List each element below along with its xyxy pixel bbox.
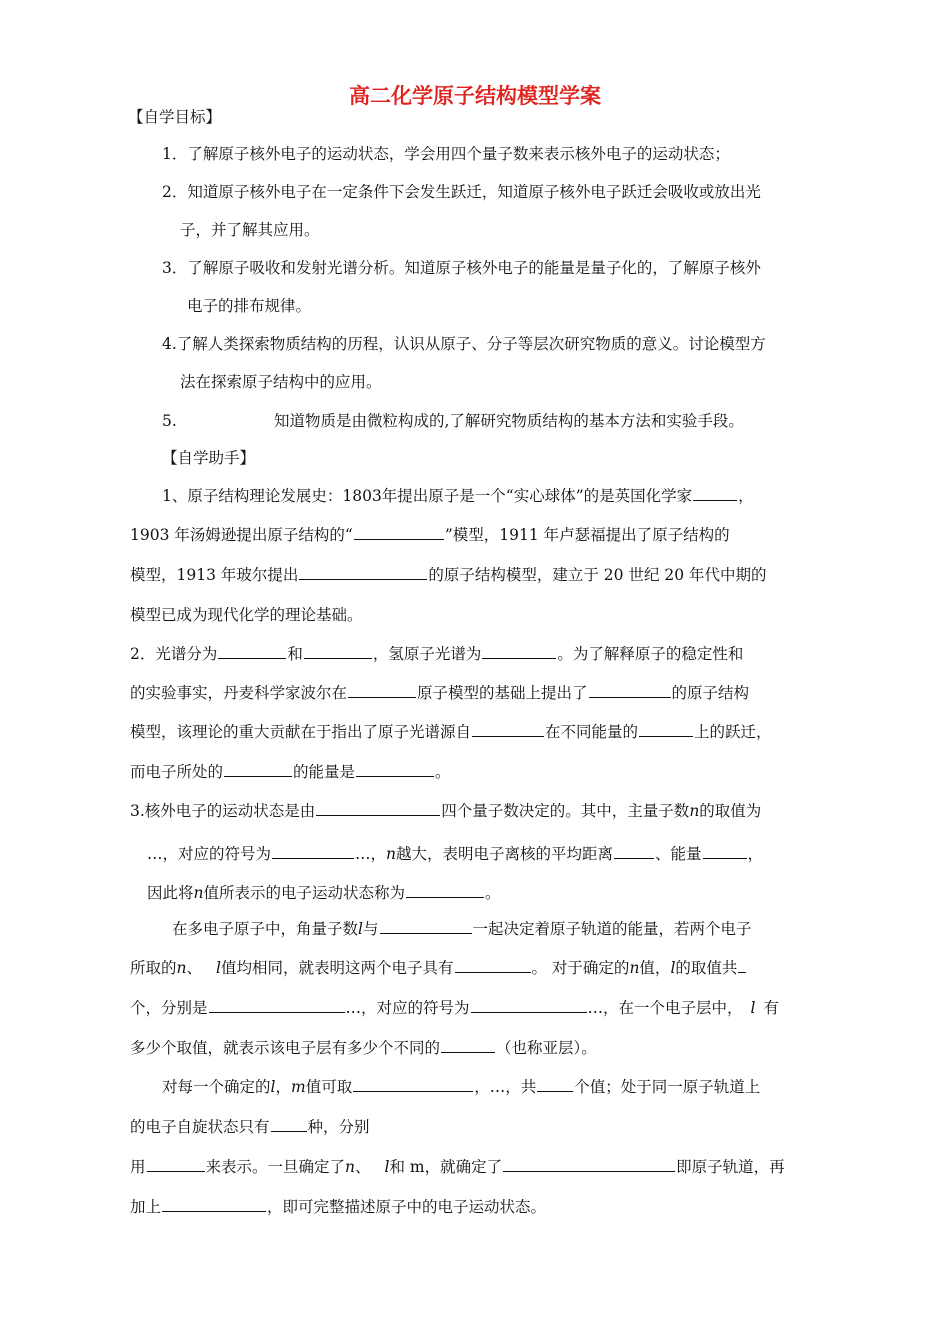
goal-3-line-1: 3．了解原子吸收和发射光谱分析。知道原子核外电子的能量是量子化的，了解原子核外 <box>162 259 761 277</box>
blank[interactable] <box>209 997 345 1013</box>
blank[interactable] <box>304 643 372 659</box>
blank[interactable] <box>224 761 292 777</box>
blank[interactable] <box>482 643 556 659</box>
goal-4-line-2: 法在探索原子结构中的应用。 <box>180 373 382 391</box>
q1-line-2: 1903 年汤姆逊提出原子结构的“ ”模型，1911 年卢瑟福提出了原子结构的 <box>130 526 730 544</box>
blank[interactable] <box>380 918 472 934</box>
blank[interactable] <box>299 564 427 580</box>
q2-line-1: 2．光谱分为 和 ，氢原子光谱为 。为了解释原子的稳定性和 <box>130 645 744 663</box>
blank[interactable] <box>441 1037 495 1053</box>
q1-line-3: 模型，1913 年玻尔提出 的原子结构模型，建立于 20 世纪 20 年代中期的 <box>130 566 767 584</box>
goal-2-line-1: 2．知道原子核外电子在一定条件下会发生跃迁，知道原子核外电子跃迁会吸收或放出光 <box>162 183 761 201</box>
blank[interactable] <box>693 485 737 501</box>
goals-heading: 【自学目标】 <box>128 108 222 126</box>
blank[interactable] <box>316 800 440 816</box>
p4-line-2: 所取的n、 l值均相同，就表明这两个电子具有 。 对于确定的n值，l的取值共 <box>130 957 747 979</box>
blank[interactable] <box>455 957 531 973</box>
blank[interactable] <box>503 1156 675 1172</box>
helper-heading: 【自学助手】 <box>162 449 256 467</box>
q1-line-4: 模型已成为现代化学的理论基础。 <box>130 606 363 624</box>
blank[interactable] <box>356 761 434 777</box>
p5-line-3: 用 来表示。一旦确定了n、 l和 m，就确定了 即原子轨道，再 <box>130 1158 785 1176</box>
blank[interactable] <box>703 843 747 859</box>
p5-line-2: 的电子自旋状态只有 种，分别 <box>130 1118 370 1136</box>
q3-line-3: 因此将n值所表示的电子运动状态称为 。 <box>147 884 501 902</box>
q2-line-4: 而电子所处的 的能量是 。 <box>130 763 451 781</box>
blank[interactable] <box>272 843 354 859</box>
blank[interactable] <box>147 1156 205 1172</box>
p4-line-3: 个，分别是 …，对应的符号为 …，在一个电子层中， l 有 <box>130 999 780 1017</box>
goal-5-text: 知道物质是由微粒构成的,了解研究物质结构的基本方法和实验手段。 <box>274 412 744 430</box>
blank[interactable] <box>537 1076 573 1092</box>
blank[interactable] <box>162 1196 266 1212</box>
blank[interactable] <box>738 957 746 973</box>
goal-2-line-2: 子，并了解其应用。 <box>180 221 320 239</box>
goal-5-number: 5. <box>162 412 177 430</box>
document-title: 高二化学原子结构模型学案 <box>349 84 601 108</box>
goal-4-line-1: 4.了解人类探索物质结构的历程，认识从原子、分子等层次研究物质的意义。讨论模型方 <box>162 335 766 353</box>
p4-line-4: 多少个取值，就表示该电子层有多少个不同的 （也称亚层）。 <box>130 1039 597 1057</box>
blank[interactable] <box>271 1116 307 1132</box>
blank[interactable] <box>471 997 587 1013</box>
blank[interactable] <box>353 1076 473 1092</box>
blank[interactable] <box>589 682 671 698</box>
blank[interactable] <box>472 721 544 737</box>
p5-line-1: 对每一个确定的l，m值可取 ，…，共 个值；处于同一原子轨道上 <box>162 1078 761 1096</box>
q2-line-2: 的实验事实，丹麦科学家波尔在 原子模型的基础上提出了 的原子结构 <box>130 684 750 702</box>
blank[interactable] <box>614 843 654 859</box>
blank[interactable] <box>218 643 286 659</box>
blank[interactable] <box>639 721 693 737</box>
blank[interactable] <box>354 524 444 540</box>
p5-line-4: 加上 ，即可完整描述原子中的电子运动状态。 <box>130 1198 547 1216</box>
q3-line-1: 3.核外电子的运动状态是由 四个量子数决定的。其中，主量子数n的取值为 <box>130 802 762 820</box>
goal-1: 1．了解原子核外电子的运动状态，学会用四个量子数来表示核外电子的运动状态； <box>162 145 730 163</box>
blank[interactable] <box>406 882 484 898</box>
goal-3-line-2: 电子的排布规律。 <box>187 297 312 315</box>
p4-line-1: 在多电子原子中，角量子数l与 一起决定着原子轨道的能量，若两个电子 <box>172 920 752 938</box>
q2-line-3: 模型，该理论的重大贡献在于指出了原子光谱源自 在不同能量的 上的跃迁， <box>130 723 772 741</box>
q3-line-2: …，对应的符号为 …，n越大，表明电子离核的平均距离 、能量 ， <box>147 845 764 863</box>
blank[interactable] <box>348 682 416 698</box>
q1-line-1: 1、原子结构理论发展史：1803年提出原子是一个“实心球体”的是英国化学家 ， <box>162 487 754 505</box>
